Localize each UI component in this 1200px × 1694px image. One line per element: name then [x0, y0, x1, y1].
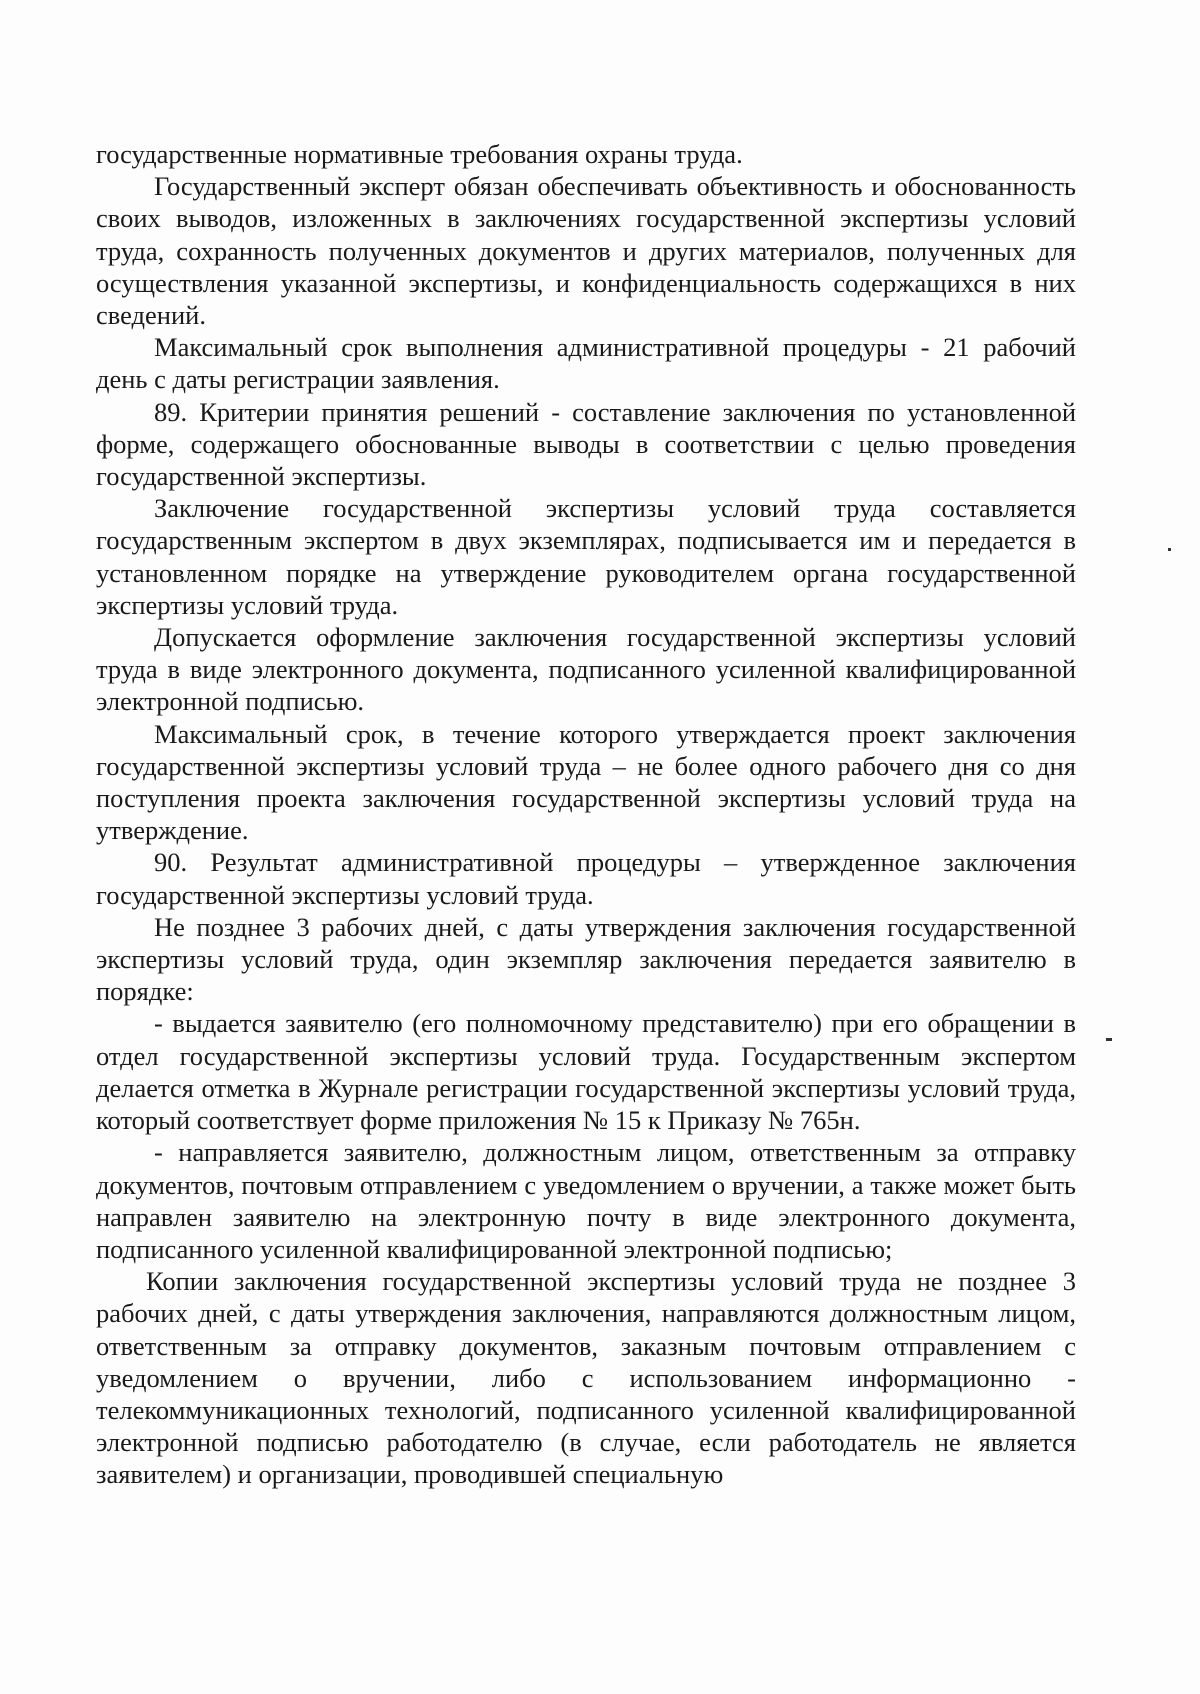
paragraph-89-criteria: 89. Критерии принятия решений - составление заключения по установленной форме, содержащего обоснованные выводы в соответствии с целью проведения государственной экспертизы. [96, 396, 1076, 492]
list-item-by-mail: - направляется заявителю, должностным лицом, ответственным за отправку документов, почтовым отправлением с уведомлением о вручении, а также может быть направлен заявителю на электронную почту в виде электронного документа, подписанного усиленной квалифицированной электронной подписью; [96, 1137, 1076, 1264]
scan-speck [1168, 548, 1171, 551]
paragraph-copies: Копии заключения государственной экспертизы условий труда не позднее 3 рабочих дней, с даты утверждения заключения, направляются должностным лицом, ответственным за отправку документов, заказным почтовым отправлением с уведомлением о вручении, либо с использованием информационно - телекоммуникационных технологий, подписанного усиленной квалифицированной электронной подписью работодателю (в случае, если работодатель не является заявителем) и организации, проводившей специальную [96, 1266, 1076, 1490]
paragraph-conclusion-drafting: Заключение государственной экспертизы условий труда составляется государственным экспертом в двух экземплярах, подписывается им и передается в установленном порядке на утверждение руководителем органа государственной экспертизы условий труда. [96, 493, 1076, 620]
paragraph-90-result: 90. Результат административной процедуры – утвержденное заключения государственной экспертизы условий труда. [96, 847, 1076, 910]
paragraph-continuation: государственные нормативные требования охраны труда. [96, 139, 743, 169]
paragraph-approval-term: Максимальный срок, в течение которого утверждается проект заключения государственной экспертизы условий труда – не более одного рабочего дня со дня поступления проекта заключения государственной экспертизы условий труда на утверждение. [96, 718, 1076, 846]
paragraph-expert-duties: Государственный эксперт обязан обеспечивать объективность и обоснованность своих выводов, изложенных в заключениях государственной экспертизы условий труда, сохранность полученных документов и других материалов, полученных для осуществления указанной экспертизы, и конфиденциальность содержащихся в них сведений. [96, 171, 1076, 331]
document-body [96, 138, 1076, 1491]
scan-speck [1106, 1038, 1112, 1041]
paragraph-electronic-document: Допускается оформление заключения государственной экспертизы условий труда в виде электронного документа, подписанного усиленной квалифицированной электронной подписью. [96, 622, 1076, 717]
paragraph-delivery-deadline: Не позднее 3 рабочих дней, с даты утверждения заключения государственной экспертизы условий труда, один экземпляр заключения передается заявителю в порядке: [96, 911, 1076, 1007]
list-item-in-person: - выдается заявителю (его полномочному представителю) при его обращении в отдел государственной экспертизы условий труда. Государственным экспертом делается отметка в Журнале регистрации государственной экспертизы условий труда, который соответствует форме приложения № 15 к Приказу № 765н. [96, 1008, 1076, 1136]
paragraph-max-term: Максимальный срок выполнения административной процедуры - 21 рабочий день с даты регистрации заявления. [96, 332, 1076, 395]
